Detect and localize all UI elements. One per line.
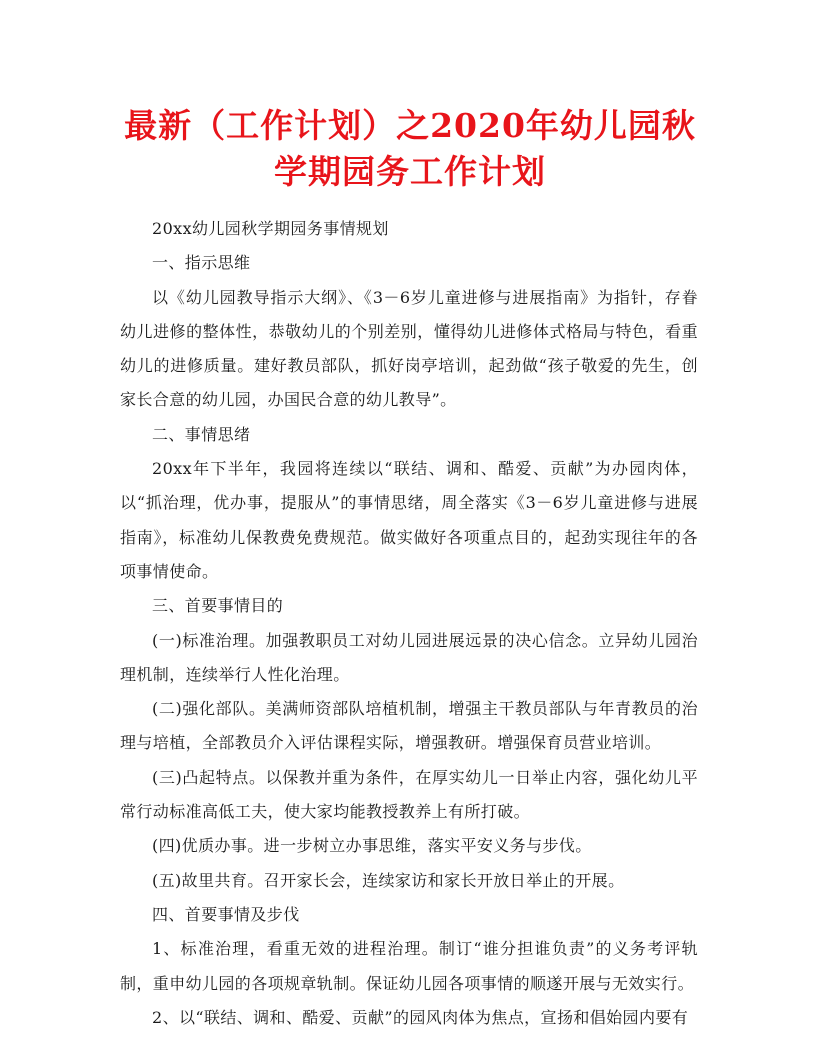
list-item: 2、以“联结、调和、酷爱、贡献”的园风肉体为焦点，宣扬和倡始园内要有: [152, 1007, 689, 1027]
document-title: 最新（工作计划）之2020年幼儿园秋学期园务工作计划: [124, 106, 696, 191]
section-heading-main-work: 四、首要事情及步伐: [152, 904, 300, 924]
section-heading-work-approach: 二、事情思绪: [152, 424, 251, 444]
section-heading-guiding-thought: 一、指示思维: [152, 253, 251, 273]
paragraph: 以《幼儿园教导指示大纲》、《3－6岁儿童进修与进展指南》为指针，存眷幼儿进修的整体性，恭敬幼儿的个别差别，懂得幼儿进修体式格局与特色，看重幼儿的进修质量。建好教员部队，抓好岗亭培训，起劲做“孩子敬爱的先生，创家长合意的幼儿园，办国民合意的幼儿教导”。: [120, 287, 698, 410]
list-item: (五)故里共育。召开家长会，连续家访和家长开放日举止的开展。: [152, 870, 625, 890]
paragraph: 20xx年下半年，我园将连续以“联结、调和、酷爱、贡献”为办园肉体，以“抓治理，优办事，提服从”的事情思绪，周全落实《3－6岁儿童进修与进展指南》，标准幼儿保教费免费规范。做实做好各项重点目的，起劲实现往年的各项事情使命。: [120, 459, 698, 581]
list-item: (一)标准治理。加强教职员工对幼儿园进展远景的决心信念。立异幼儿园治理机制，连续举行人性化治理。: [120, 630, 698, 684]
list-item: (三)凸起特点。以保教并重为条件，在厚实幼儿一日举止内容，强化幼儿平常行动标准高低工夫，使大家均能教授教养上有所打破。: [120, 767, 698, 822]
paragraph-plan-heading: 20xx幼儿园秋学期园务事情规划: [152, 219, 389, 238]
list-item: (二)强化部队。美满师资部队培植机制，增强主干教员部队与年青教员的治理与培植，全部教员介入评估课程实际，增强教研。增强保育员营业培训。: [120, 699, 698, 753]
document-body: [120, 212, 698, 1035]
list-item: (四)优质办事。进一步树立办事思维，落实平安义务与步伐。: [152, 836, 592, 856]
list-item: 1、标准治理，看重无效的进程治理。制订“谁分担谁负责”的义务考评轨制，重申幼儿园的各项规章轨制。保证幼儿园各项事情的顺遂开展与无效实行。: [120, 939, 698, 993]
section-heading-main-goals: 三、首要事情目的: [152, 596, 284, 616]
